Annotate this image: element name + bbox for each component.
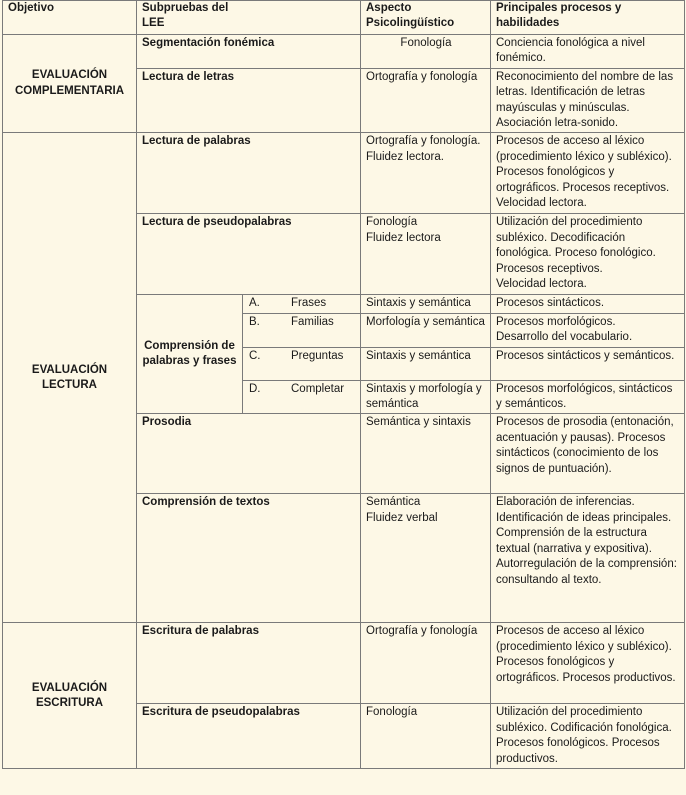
- aspecto-cell: Fonología: [361, 35, 491, 69]
- subitem-letter: A.: [249, 297, 260, 310]
- header-subpruebas: Subpruebas del LEE: [137, 1, 361, 35]
- aspecto-cell: Sintaxis y semántica: [361, 347, 491, 380]
- group-escritura: EVALUACIÓN ESCRITURA: [3, 623, 137, 769]
- subitem-name: Preguntas: [291, 349, 344, 362]
- subitem-letter: C.: [249, 349, 261, 362]
- subtest-name: Escritura de pseudopalabras: [137, 704, 361, 769]
- aspecto-cell: Ortografía y fonología. Fluidez lectora.: [361, 133, 491, 214]
- aspecto-cell: Ortografía y fonología: [361, 68, 491, 133]
- aspecto-cell: Morfología y semántica: [361, 313, 491, 347]
- procesos-cell: Reconocimiento del nombre de las letras. Identificación de letras mayúsculas y minúsculas. Asociación letra-sonido.: [491, 68, 685, 133]
- subitem-name: Completar: [291, 382, 345, 395]
- procesos-cell: Utilización del procedimiento subléxico. Codificación fonológica. Procesos fonológicos. Procesos productivos.: [491, 704, 685, 769]
- aspecto-cell: Fonología: [361, 704, 491, 769]
- subtest-name: Segmentación fonémica: [137, 35, 361, 69]
- procesos-cell: Procesos de prosodia (entonación, acentuación y pausas). Procesos sintácticos (conocimiento de los signos de puntuación).: [491, 414, 685, 494]
- subtest-name: Lectura de palabras: [137, 133, 361, 214]
- aspecto-cell: Fonología Fluidez lectora: [361, 214, 491, 295]
- procesos-cell: Procesos sintácticos.: [491, 295, 685, 313]
- header-aspecto: Aspecto Psicolingüístico: [361, 1, 491, 35]
- subitem-cell: [243, 313, 361, 347]
- procesos-cell: Procesos morfológicos. Desarrollo del vocabulario.: [491, 313, 685, 347]
- procesos-cell: Procesos de acceso al léxico (procedimiento léxico y subléxico). Procesos fonológicos y ortográficos. Procesos receptivos. Velocidad lectora.: [491, 133, 685, 214]
- header-row: [3, 1, 685, 35]
- procesos-cell: Conciencia fonológica a nivel fonémico.: [491, 35, 685, 69]
- group-complementaria: EVALUACIÓN COMPLEMENTARIA: [3, 35, 137, 133]
- subitem-name: Frases: [291, 297, 327, 310]
- header-procesos: Principales procesos y habilidades: [491, 1, 685, 35]
- group-lectura: EVALUACIÓN LECTURA: [3, 133, 137, 623]
- subtest-name: Lectura de letras: [137, 68, 361, 133]
- aspecto-cell: Sintaxis y semántica: [361, 295, 491, 313]
- aspecto-cell: Semántica y sintaxis: [361, 414, 491, 494]
- aspecto-cell: Sintaxis y morfología y semántica: [361, 380, 491, 414]
- evaluation-table: [2, 0, 685, 769]
- procesos-cell: Utilización del procedimiento subléxico. Decodificación fonológica. Proceso fonológico. Procesos receptivos. Velocidad lectora.: [491, 214, 685, 295]
- procesos-cell: Procesos morfológicos, sintácticos y semánticos.: [491, 380, 685, 414]
- table-row: [3, 623, 685, 704]
- subtest-name: Prosodia: [137, 414, 361, 494]
- aspecto-cell: Semántica Fluidez verbal: [361, 494, 491, 623]
- subitem-cell: [243, 347, 361, 380]
- header-objetivo: Objetivo: [3, 1, 137, 35]
- subitem-letter: B.: [249, 315, 260, 328]
- subitem-cell: [243, 295, 361, 313]
- table-row: [3, 35, 685, 69]
- subitem-letter: D.: [249, 382, 261, 395]
- procesos-cell: Elaboración de inferencias. Identificación de ideas principales. Comprensión de la estructura textual (narrativa y expositiva). Autorregulación de la comprensión: consultando al texto.: [491, 494, 685, 623]
- subitem-cell: [243, 380, 361, 414]
- subtest-name: Lectura de pseudopalabras: [137, 214, 361, 295]
- subtest-name: Escritura de palabras: [137, 623, 361, 704]
- group-comprension: Comprensión de palabras y frases: [137, 295, 243, 414]
- procesos-cell: Procesos de acceso al léxico (procedimiento léxico y subléxico). Procesos fonológicos y ortográficos. Procesos productivos.: [491, 623, 685, 704]
- table-row: [3, 133, 685, 214]
- subtest-name: Comprensión de textos: [137, 494, 361, 623]
- subitem-name: Familias: [291, 315, 334, 328]
- aspecto-cell: Ortografía y fonología: [361, 623, 491, 704]
- procesos-cell: Procesos sintácticos y semánticos.: [491, 347, 685, 380]
